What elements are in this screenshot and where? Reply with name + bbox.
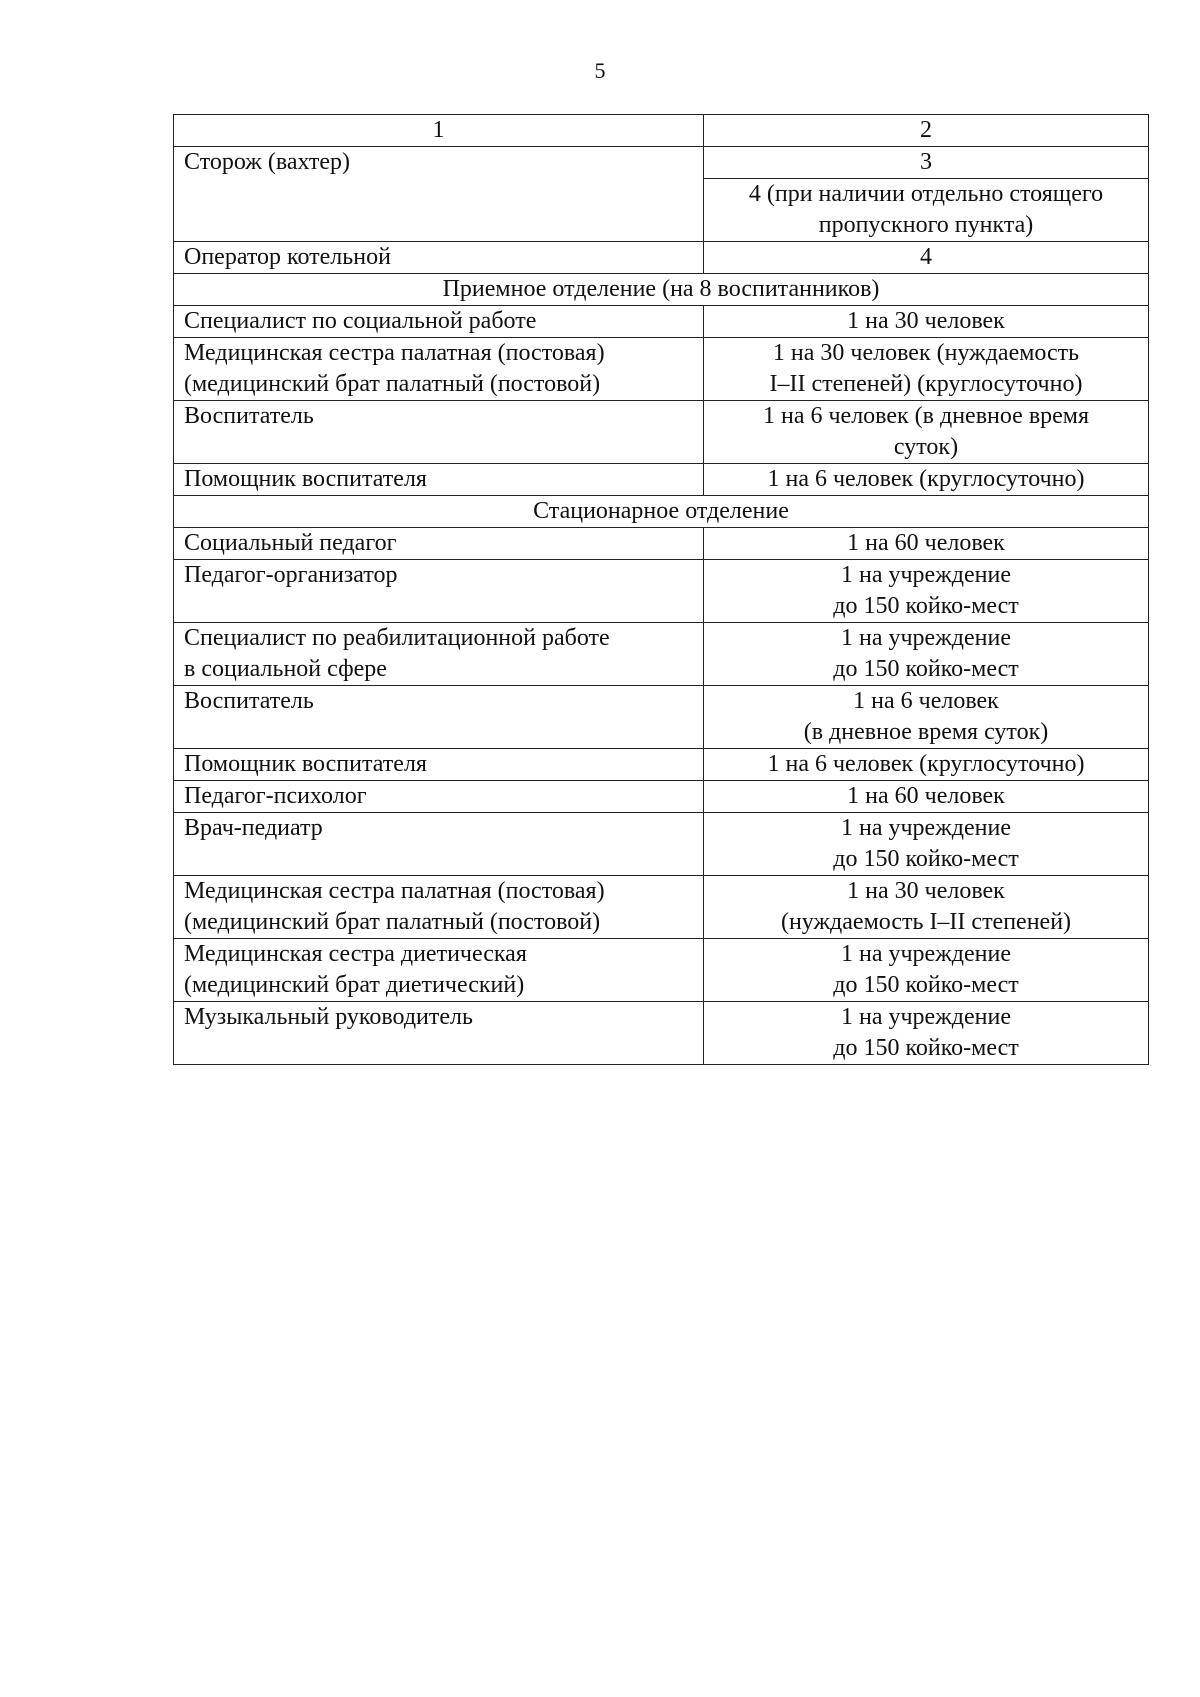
- position-line: Музыкальный руководитель: [184, 1004, 473, 1030]
- table-row: [174, 528, 1149, 560]
- position-cell: [174, 560, 704, 623]
- table-row: [174, 560, 1149, 623]
- norm-cell: [704, 179, 1149, 242]
- position-cell: [174, 623, 704, 686]
- norm-cell: [704, 306, 1149, 338]
- position-line: Педагог-психолог: [184, 783, 367, 809]
- position-line: Педагог-организатор: [184, 562, 398, 588]
- position-line: Воспитатель: [184, 403, 314, 429]
- norm-cell: [704, 686, 1149, 749]
- position-line: Специалист по реабилитационной работе: [184, 625, 610, 651]
- position-line: Медицинская сестра палатная (постовая): [184, 878, 605, 904]
- position-cell: [174, 1002, 704, 1065]
- position-line: Медицинская сестра диетическая: [184, 941, 527, 967]
- position-line: Воспитатель: [184, 688, 314, 714]
- page-number: 5: [594, 58, 606, 83]
- norm-line: до 150 койко-мест: [833, 846, 1019, 872]
- section-row-admission: [174, 274, 1149, 306]
- position-line: Социальный педагог: [184, 530, 397, 556]
- position-cell: [174, 464, 704, 496]
- norm-line: 1 на 60 человек: [847, 530, 1005, 556]
- norm-line: 1 на учреждение: [840, 941, 1011, 967]
- norm-cell: [704, 401, 1149, 464]
- table-row: [174, 876, 1149, 939]
- norm-line: I–II степеней) (круглосуточно): [769, 371, 1083, 397]
- table-row: [174, 338, 1149, 401]
- norm-cell: 4: [704, 242, 1149, 274]
- table-row: [174, 813, 1149, 876]
- norm-line: до 150 койко-мест: [833, 972, 1019, 998]
- position-line: (медицинский брат палатный (постовой): [184, 909, 601, 935]
- norm-cell: [704, 1002, 1149, 1065]
- position-line: (медицинский брат палатный (постовой): [184, 371, 601, 397]
- norm-line: суток): [893, 434, 959, 460]
- norm-line: до 150 койко-мест: [833, 593, 1019, 619]
- position-line: Помощник воспитателя: [184, 751, 427, 777]
- position-line: Медицинская сестра палатная (постовая): [184, 340, 605, 366]
- table-row: [174, 686, 1149, 749]
- table-row: [174, 939, 1149, 1002]
- norm-line: 1 на 6 человек (круглосуточно): [767, 751, 1085, 777]
- position-cell: [174, 528, 704, 560]
- position-cell: [174, 781, 704, 813]
- norm-line: 1 на 6 человек (круглосуточно): [767, 466, 1085, 492]
- norm-line: 1 на учреждение: [840, 625, 1011, 651]
- header-col-2: 2: [704, 115, 1149, 147]
- norm-cell: 3: [704, 147, 1149, 179]
- norm-line: до 150 койко-мест: [833, 656, 1019, 682]
- norm-cell: [704, 749, 1149, 781]
- norm-cell: [704, 876, 1149, 939]
- norm-line: 1 на 6 человек (в дневное время: [762, 403, 1090, 429]
- position-line: Специалист по социальной работе: [184, 308, 537, 334]
- norm-cell: [704, 781, 1149, 813]
- norm-cell: [704, 623, 1149, 686]
- table-row: [174, 623, 1149, 686]
- table-header-row: [174, 115, 1149, 147]
- position-cell: [174, 338, 704, 401]
- staffing-table: [173, 114, 1149, 1065]
- header-col-1: 1: [174, 115, 704, 147]
- table-row: [174, 464, 1149, 496]
- table-row: [174, 242, 1149, 274]
- norm-cell: [704, 528, 1149, 560]
- norm-line: 1 на учреждение: [840, 1004, 1011, 1030]
- section-title: Стационарное отделение: [174, 496, 1149, 528]
- norm-line: 1 на 30 человек: [847, 878, 1005, 904]
- norm-line: (нуждаемость I–II степеней): [780, 909, 1072, 935]
- position-line: Врач-педиатр: [184, 815, 323, 841]
- position-cell: [174, 876, 704, 939]
- table-row: [174, 306, 1149, 338]
- position-cell: [174, 939, 704, 1002]
- norm-line: до 150 койко-мест: [833, 1035, 1019, 1061]
- norm-line: 1 на 60 человек: [847, 783, 1005, 809]
- position-cell: [174, 306, 704, 338]
- table-row: [174, 749, 1149, 781]
- table-row: [174, 401, 1149, 464]
- norm-line: 4 (при наличии отдельно стоящего: [748, 181, 1104, 207]
- norm-line: 1 на учреждение: [840, 562, 1011, 588]
- norm-line: 1 на 30 человек (нуждаемость: [772, 340, 1080, 366]
- norm-cell: [704, 813, 1149, 876]
- table-row: [174, 1002, 1149, 1065]
- table-row: [174, 781, 1149, 813]
- norm-cell: [704, 560, 1149, 623]
- section-title: Приемное отделение (на 8 воспитанников): [174, 274, 1149, 306]
- position-cell: [174, 686, 704, 749]
- norm-cell: [704, 939, 1149, 1002]
- position-cell: Сторож (вахтер): [174, 147, 704, 242]
- position-line: в социальной сфере: [184, 656, 387, 682]
- position-line: (медицинский брат диетический): [184, 972, 525, 998]
- section-row-inpatient: [174, 496, 1149, 528]
- table-row: [174, 147, 1149, 179]
- norm-line: 1 на 30 человек: [847, 308, 1005, 334]
- norm-line: 1 на учреждение: [840, 815, 1011, 841]
- position-cell: [174, 401, 704, 464]
- norm-line: пропускного пункта): [818, 212, 1034, 238]
- position-line: Помощник воспитателя: [184, 466, 427, 492]
- norm-line: (в дневное время суток): [803, 719, 1049, 745]
- position-cell: [174, 813, 704, 876]
- norm-line: 1 на 6 человек: [853, 688, 999, 714]
- position-cell: Оператор котельной: [174, 242, 704, 274]
- norm-cell: [704, 464, 1149, 496]
- position-cell: [174, 749, 704, 781]
- norm-cell: [704, 338, 1149, 401]
